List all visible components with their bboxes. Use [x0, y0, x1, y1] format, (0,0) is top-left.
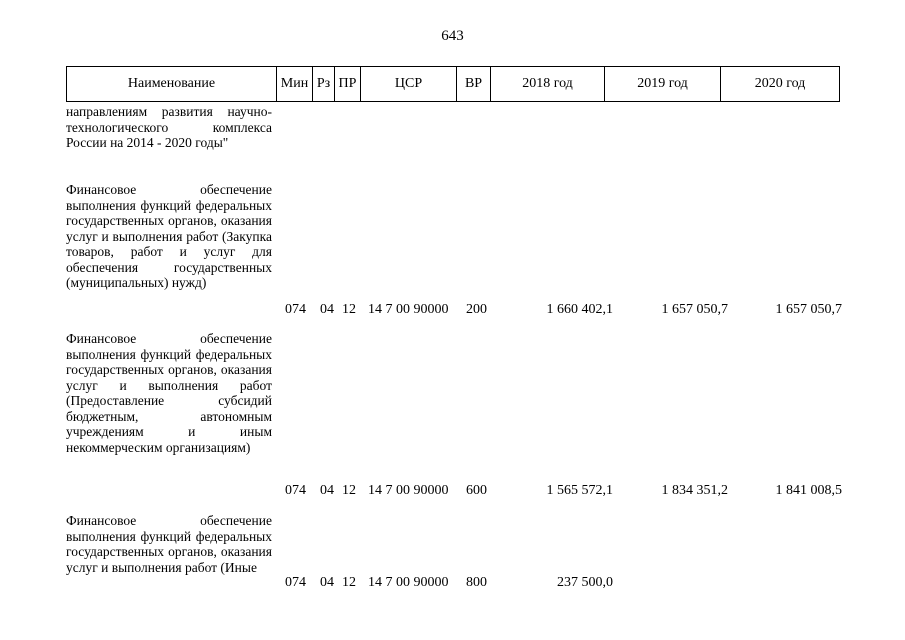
- cell-vr: 600: [466, 483, 487, 498]
- header-name: Наименование: [67, 67, 277, 101]
- cell-min: 074: [285, 483, 306, 498]
- cell-2018: 1 565 572,1: [546, 483, 613, 498]
- header-min: Мин: [277, 67, 313, 101]
- header-2019: 2019 год: [605, 67, 721, 101]
- cell-vr: 800: [466, 575, 487, 590]
- cell-2018: 1 660 402,1: [546, 302, 613, 317]
- row-name: направлениям развития научно-технологического комплекса России на 2014 - 2020 годы": [66, 104, 272, 150]
- cell-2020: 1 841 008,5: [775, 483, 842, 498]
- cell-pr: 12: [342, 302, 356, 317]
- cell-min: 074: [285, 302, 306, 317]
- row-name: Финансовое обеспечение выполнения функций федеральных государственных органов, оказания услуг и выполнения работ (Закупка товаров, работ и услуг для обеспечения государственных (муниципальных) нужд): [66, 182, 272, 290]
- cell-2019: 1 657 050,7: [661, 302, 728, 317]
- header-csr: ЦСР: [361, 67, 457, 101]
- cell-vr: 200: [466, 302, 487, 317]
- row-name: Финансовое обеспечение выполнения функций федеральных государственных органов, оказания услуг и выполнения работ (Иные: [66, 513, 272, 575]
- row-name: Финансовое обеспечение выполнения функций федеральных государственных органов, оказания услуг и выполнения работ (Предоставление субсидий бюджетным, автономным учреждениям и иным некоммерческим организациям): [66, 331, 272, 455]
- header-vr: ВР: [457, 67, 491, 101]
- cell-2020: 1 657 050,7: [775, 302, 842, 317]
- cell-csr: 14 7 00 90000: [368, 302, 449, 317]
- cell-min: 074: [285, 575, 306, 590]
- cell-rz: 04: [320, 483, 334, 498]
- header-2018: 2018 год: [491, 67, 605, 101]
- cell-pr: 12: [342, 575, 356, 590]
- cell-rz: 04: [320, 575, 334, 590]
- cell-csr: 14 7 00 90000: [368, 483, 449, 498]
- cell-pr: 12: [342, 483, 356, 498]
- table-header: [66, 66, 840, 102]
- header-2020: 2020 год: [754, 76, 806, 91]
- cell-2018: 237 500,0: [557, 575, 613, 590]
- cell-2019: 1 834 351,2: [661, 483, 728, 498]
- cell-rz: 04: [320, 302, 334, 317]
- page-number: 643: [441, 28, 464, 44]
- header-pr: ПР: [335, 67, 361, 101]
- cell-csr: 14 7 00 90000: [368, 575, 449, 590]
- header-rz: Рз: [313, 67, 335, 101]
